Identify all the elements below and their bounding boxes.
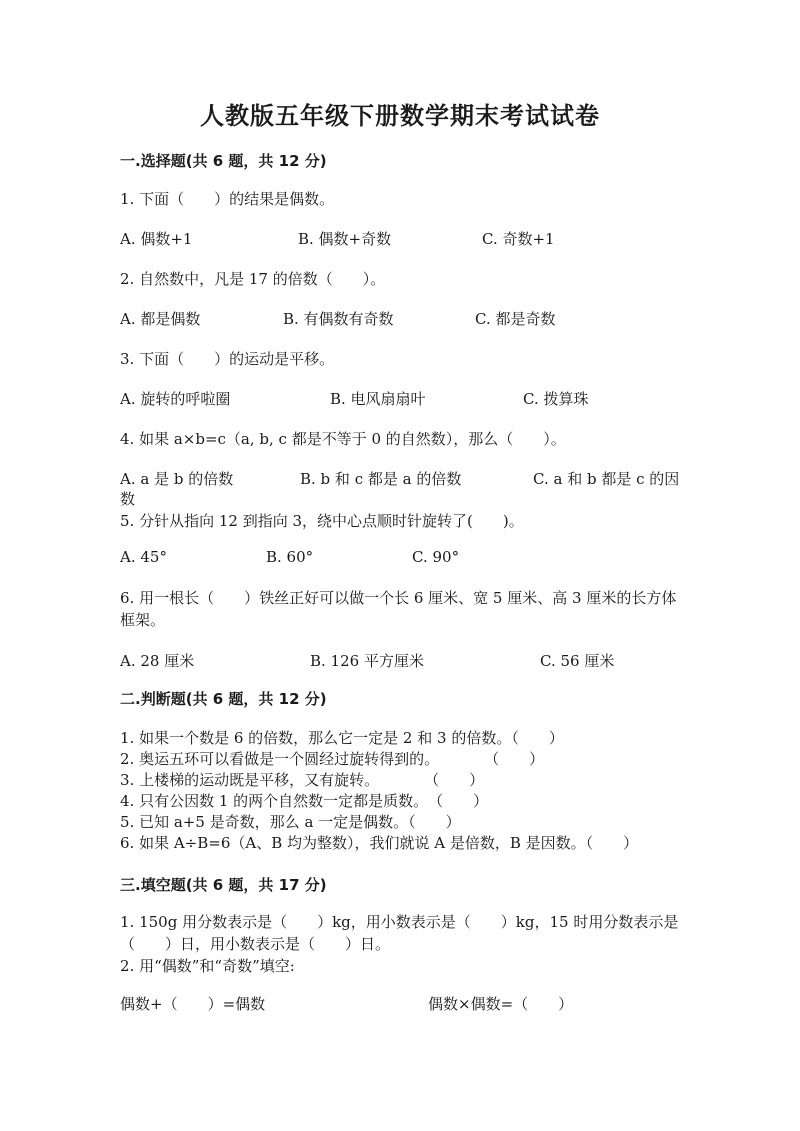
judge-item: 3. 上楼梯的运动既是平移，又有旋转。 （ ） bbox=[120, 771, 485, 789]
fill-blank-left: 偶数+（ ）=偶数 bbox=[120, 995, 266, 1013]
option-c-continued: 数 bbox=[120, 490, 136, 508]
option-b: B. 60° bbox=[266, 548, 314, 566]
option-c: C. 都是奇数 bbox=[475, 310, 556, 328]
section-heading-judge: 二.判断题(共 6 题，共 12 分) bbox=[120, 690, 327, 708]
judge-item: 1. 如果一个数是 6 的倍数，那么它一定是 2 和 3 的倍数。（ ） bbox=[120, 729, 564, 747]
option-c: C. a 和 b 都是 c 的因 bbox=[533, 470, 680, 488]
question-stem: 2. 自然数中，凡是 17 的倍数（ ）。 bbox=[120, 270, 386, 288]
option-c: C. 拨算珠 bbox=[523, 390, 589, 408]
option-b: B. 电风扇扇叶 bbox=[330, 390, 426, 408]
option-c: C. 奇数+1 bbox=[482, 230, 555, 248]
option-a: A. 28 厘米 bbox=[120, 652, 195, 670]
fill-blank-right: 偶数×偶数=（ ） bbox=[428, 995, 574, 1013]
judge-item: 6. 如果 A÷B=6（A、B 均为整数），我们就说 A 是倍数，B 是因数。（ ） bbox=[120, 834, 639, 852]
option-a: A. 偶数+1 bbox=[120, 230, 193, 248]
question-stem: 4. 如果 a×b=c（a, b, c 都是不等于 0 的自然数），那么（ ）。 bbox=[120, 430, 566, 448]
option-b: B. b 和 c 都是 a 的倍数 bbox=[300, 470, 462, 488]
judge-item: 2. 奥运五环可以看做是一个圆经过旋转得到的。 （ ） bbox=[120, 750, 545, 768]
fill-question: 1. 150g 用分数表示是（ ）kg，用小数表示是（ ）kg，15 时用分数表示是（ ）日，用小数表示是（ ）日。 bbox=[120, 913, 679, 953]
question-stem: 3. 下面（ ）的运动是平移。 bbox=[120, 350, 335, 368]
section-heading-choice: 一.选择题(共 6 题，共 12 分) bbox=[120, 152, 327, 170]
section-heading-fill: 三.填空题(共 6 题，共 17 分) bbox=[120, 876, 327, 894]
fill-question: 2. 用“偶数”和“奇数”填空: bbox=[120, 957, 295, 975]
option-a: A. 45° bbox=[120, 548, 167, 566]
question-stem: 5. 分针从指向 12 到指向 3，绕中心点顺时针旋转了( )。 bbox=[120, 512, 524, 530]
judge-item: 4. 只有公因数 1 的两个自然数一定都是质数。 （ ） bbox=[120, 792, 489, 810]
question-stem: 6. 用一根长（ ）铁丝正好可以做一个长 6 厘米、宽 5 厘米、高 3 厘米的长方体框架。 bbox=[120, 589, 677, 629]
question-stem: 1. 下面（ ）的结果是偶数。 bbox=[120, 190, 335, 208]
option-b: B. 126 平方厘米 bbox=[310, 652, 424, 670]
option-b: B. 偶数+奇数 bbox=[298, 230, 392, 248]
option-c: C. 56 厘米 bbox=[540, 652, 615, 670]
option-a: A. 旋转的呼啦圈 bbox=[120, 390, 231, 408]
option-a: A. a 是 b 的倍数 bbox=[120, 470, 234, 488]
option-a: A. 都是偶数 bbox=[120, 310, 201, 328]
option-b: B. 有偶数有奇数 bbox=[283, 310, 394, 328]
page-title: 人教版五年级下册数学期末考试试卷 bbox=[200, 101, 600, 130]
judge-item: 5. 已知 a+5 是奇数，那么 a 一定是偶数。（ ） bbox=[120, 813, 461, 831]
option-c: C. 90° bbox=[412, 548, 460, 566]
